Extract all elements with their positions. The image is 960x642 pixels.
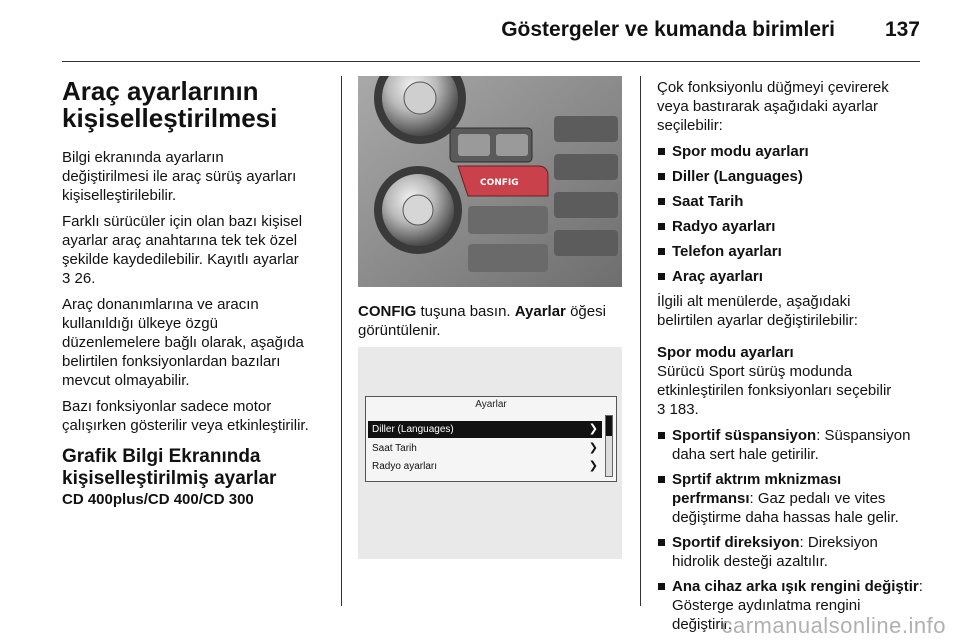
menu-list-item: Radyo ayarları bbox=[657, 217, 942, 236]
header-title: Göstergeler ve kumanda birimleri bbox=[501, 18, 835, 41]
model-subheading: CD 400plus/CD 400/CD 300 bbox=[62, 491, 254, 508]
bullet-square-icon bbox=[658, 223, 665, 230]
paragraph-intro: Bilgi ekranında ayarların değiştirilmesi ile araç sürüş ayarları kişiselleştirilebilir. bbox=[62, 149, 297, 204]
settings-screen bbox=[365, 396, 617, 482]
subsection-heading: Grafik Bilgi Ekranında kişiselleştirilmiş ayarlar bbox=[62, 446, 277, 489]
chevron-right-icon: ❯ bbox=[588, 442, 598, 454]
config-button-label: CONFIG bbox=[480, 178, 519, 188]
paragraph-equipment: Araç donanımlarına ve aracın kullanıldığı ülkeye özgü düzenlemelere bağlı olarak, aşağıda belirtilen fonksiyonlardan bazıları mevcut olmayabilir. bbox=[62, 296, 304, 389]
bullet-square-icon bbox=[658, 476, 665, 483]
bullet-square-icon bbox=[658, 539, 665, 546]
bullet-square-icon bbox=[658, 173, 665, 180]
bullet-square-icon bbox=[658, 583, 665, 590]
paragraph-stored-settings: Farklı sürücüler için olan bazı kişisel ayarlar araç anahtarına tek tek özel şekilde kaydedilebilir. Kayıtlı ayarlar 3 26. bbox=[62, 213, 303, 287]
paragraph-engine: Bazı fonksiyonlar sadece motor çalışırken gösterilir veya etkinleştirilir. bbox=[62, 398, 309, 434]
menu-list-item: Saat Tarih bbox=[657, 192, 942, 211]
menu-list-item: Spor modu ayarları bbox=[657, 142, 942, 161]
bullet-square-icon bbox=[658, 273, 665, 280]
menu-list-item: Diller (Languages) bbox=[657, 167, 942, 186]
column-divider-2 bbox=[640, 76, 641, 606]
paragraph-menu-intro: Çok fonksiyonlu düğmeyi çevirerek veya bastırarak aşağıdaki ayarlar seçilebilir: bbox=[657, 79, 889, 134]
chevron-right-icon: ❯ bbox=[588, 423, 598, 435]
right-column bbox=[657, 78, 942, 640]
page-ref-icon: 3 bbox=[657, 401, 666, 418]
option-list-item: Sportif süspansiyon: Süspansiyon daha sert hale getirilir. bbox=[657, 426, 942, 464]
section-heading: Araç ayarlarının kişiselleştirilmesi bbox=[62, 76, 278, 133]
chevron-right-icon: ❯ bbox=[588, 460, 598, 472]
screen-scrollbar[interactable] bbox=[605, 415, 613, 477]
menu-list-item: Araç ayarları bbox=[657, 267, 942, 286]
option-list-item: Ana cihaz arka ışık rengini değiştir: Gösterge aydınlatma rengini değiştirir. bbox=[657, 577, 942, 634]
screen-menu-item[interactable]: Diller (Languages) ❯ bbox=[368, 421, 602, 438]
bullet-square-icon bbox=[658, 148, 665, 155]
option-list-item: Sportif direksiyon: Direksiyon hidrolik desteği azaltılır. bbox=[657, 533, 942, 571]
screen-menu-item[interactable]: Radyo ayarları ❯ bbox=[368, 458, 602, 475]
menu-list-item: Telefon ayarları bbox=[657, 242, 942, 261]
option-list-item: Sprtif aktrım mknizması perfrmansı: Gaz pedalı ve vites değiştirme daha hassas hale gelir. bbox=[657, 470, 942, 527]
left-column bbox=[62, 78, 332, 509]
sport-mode-heading: Spor modu ayarları bbox=[657, 344, 794, 361]
screen-title: Ayarlar bbox=[475, 399, 507, 410]
bullet-square-icon bbox=[658, 198, 665, 205]
paragraph-sport-mode: Sürücü Sport sürüş modunda etkinleştirilen fonksiyonları seçebilir 3 183. bbox=[657, 363, 892, 418]
screen-menu-item[interactable]: Saat Tarih ❯ bbox=[368, 440, 602, 457]
bullet-square-icon bbox=[658, 432, 665, 439]
paragraph-submenus: İlgili alt menülerde, aşağıdaki belirtilen ayarlar değiştirilebilir: bbox=[657, 293, 858, 329]
bullet-square-icon bbox=[658, 248, 665, 255]
page-number: 137 bbox=[884, 18, 920, 41]
header-divider bbox=[62, 61, 920, 62]
photo-caption: CONFIG tuşuna basın. Ayarlar öğesi görüntülenir. bbox=[358, 303, 606, 339]
page-ref-icon: 3 bbox=[62, 270, 71, 287]
display-screenshot bbox=[358, 347, 622, 559]
watermark: carmanualsonline.info bbox=[721, 613, 946, 638]
column-divider-1 bbox=[341, 76, 342, 606]
config-button-photo bbox=[358, 76, 622, 287]
